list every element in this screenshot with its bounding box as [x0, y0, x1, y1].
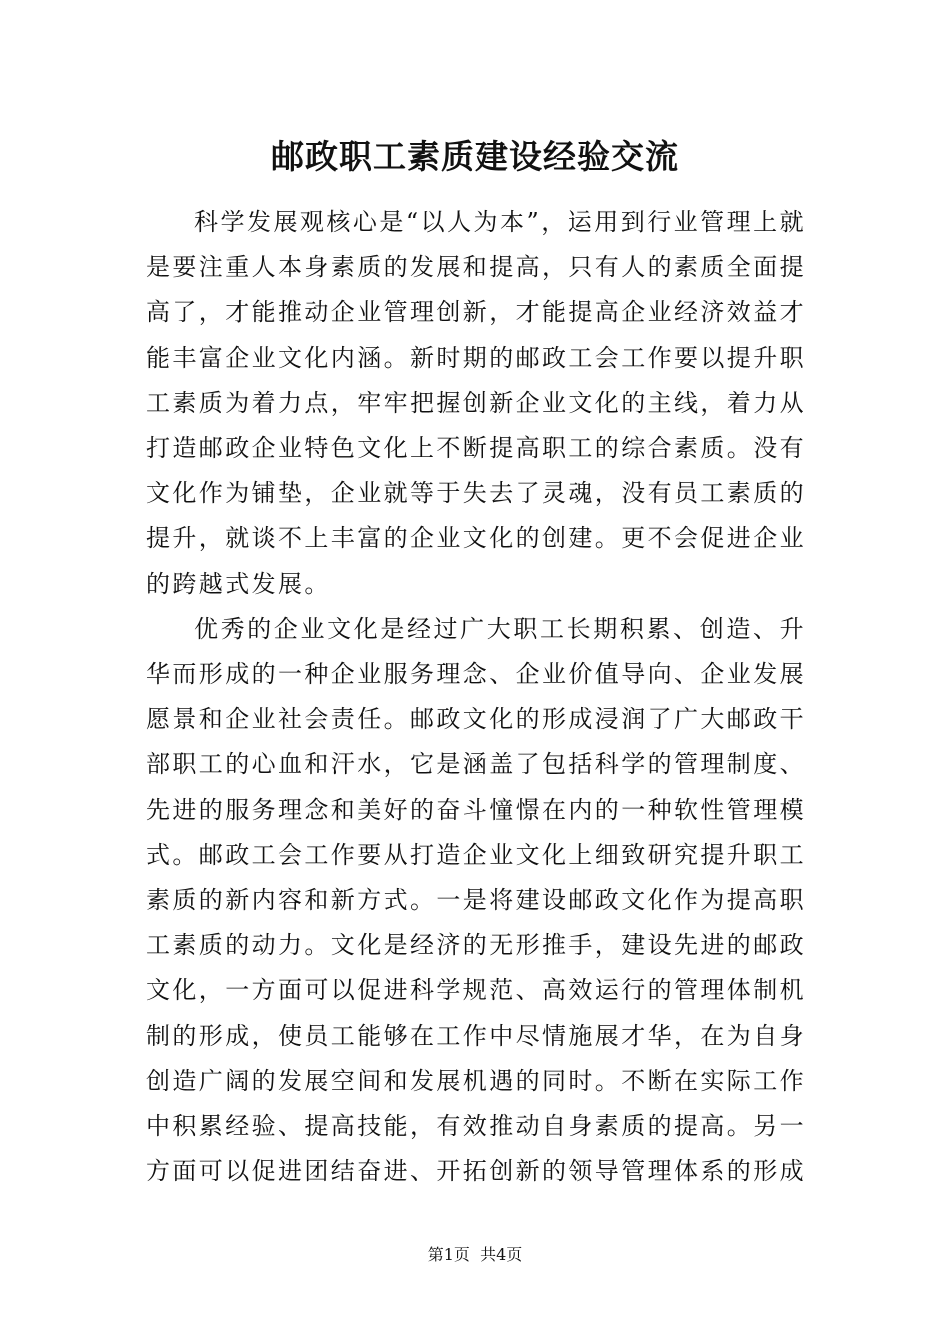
page-total: 共4页: [480, 1245, 523, 1264]
page-number: 第1页: [427, 1245, 470, 1264]
document-title: 邮政职工素质建设经验交流: [271, 137, 679, 176]
paragraph-2: 优秀的企业文化是经过广大职工长期积累、创造、升华而形成的一种企业服务理念、企业价值导向、企业发展愿景和企业社会责任。邮政文化的形成浸润了广大邮政干部职工的心血和汗水，它是涵盖了包括科学的管理制度、先进的服务理念和美好的奋斗憧憬在内的一种软性管理模式。邮政工会工作要从打造企业文化上细致研究提升职工素质的新内容和新方式。一是将建设邮政文化作为提高职工素质的动力。文化是经济的无形推手，建设先进的邮政文化，一方面可以促进科学规范、高效运行的管理体制机制的形成，使员工能够在工作中尽情施展才华，在为自身创造广阔的发展空间和发展机遇的同时。不断在实际工作中积累经验、提高技能，有效推动自身素质的提高。另一方面可以促进团结奋进、开拓创新的领导管理体系的形成: [146, 614, 806, 1186]
document-body: [146, 200, 806, 1194]
footer-spacer: [470, 1245, 480, 1264]
page-footer: [0, 1243, 950, 1267]
paragraph-1: 科学发展观核心是“以人为本”，运用到行业管理上就是要注重人本身素质的发展和提高，只有人的素质全面提高了，才能推动企业管理创新，才能提高企业经济效益才能丰富企业文化内涵。新时期的邮政工会工作要以提升职工素质为着力点，牢牢把握创新企业文化的主线，着力从打造邮政企业特色文化上不断提高职工的综合素质。没有文化作为铺垫，企业就等于失去了灵魂，没有员工素质的提升，就谈不上丰富的企业文化的创建。更不会促进企业的跨越式发展。: [146, 208, 806, 598]
